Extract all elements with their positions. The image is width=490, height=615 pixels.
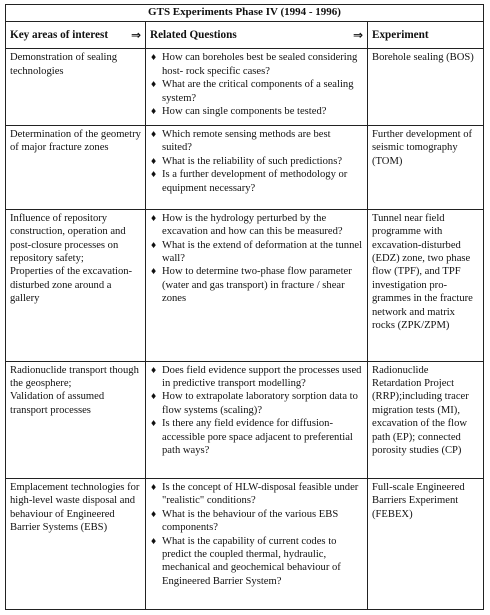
question-text: What are the critical components of a sealing system? (162, 79, 354, 104)
questions-cell (146, 478, 368, 609)
list-item (150, 417, 363, 457)
experiment-cell: Tunnel near field programme with excavation-disturbed (EDZ) zone, two phase flow (TPF), and TPF investigation pro-grammes in the fracture network and matrix rocks (ZPK/ZPM) (368, 209, 484, 361)
questions-cell (146, 49, 368, 125)
diamond-bullet-icon: ♦ (150, 392, 158, 402)
header-questions-label: Related Questions (150, 29, 237, 42)
questions-cell (146, 125, 368, 209)
list-item (150, 508, 363, 535)
diamond-bullet-icon: ♦ (150, 267, 158, 277)
question-text: Is a further development of methodology or equipment necessary? (162, 169, 348, 194)
table-row (6, 478, 484, 609)
area-text: Radionuclide transport though the geosphere; (10, 364, 139, 390)
question-text: How is the hydrology perturbed by the excavation and how can this be measured? (162, 212, 343, 238)
list-item (150, 481, 363, 508)
header-experiment: Experiment (368, 22, 484, 49)
area-text: Emplacement technologies for high-level waste disposal and behaviour of Engineered Barrier Systems (EBS) (10, 481, 140, 534)
area-text: Influence of repository construction, operation and post-closure processes on repository safety; (10, 212, 126, 264)
questions-cell (146, 361, 368, 478)
questions-cell (146, 209, 368, 361)
gts-experiments-table (5, 4, 484, 610)
area-cell (6, 361, 146, 478)
diamond-bullet-icon: ♦ (150, 240, 158, 250)
question-text: How can boreholes best be sealed considering host- rock specific cases? (162, 52, 358, 77)
question-text: What is the behaviour of the various EBS components? (162, 508, 339, 534)
list-item (150, 105, 363, 118)
question-text: What is the extend of deformation at the tunnel wall? (162, 239, 363, 264)
diamond-bullet-icon: ♦ (150, 80, 158, 90)
list-item (150, 128, 363, 155)
area-text: Validation of assumed transport processes (10, 391, 105, 416)
list-item (150, 78, 363, 105)
diamond-bullet-icon: ♦ (150, 365, 158, 375)
diamond-bullet-icon: ♦ (150, 107, 158, 117)
questions-list (150, 481, 363, 588)
list-item (150, 168, 363, 195)
question-text: Does field evidence support the processes used in predictive transport modelling? (162, 364, 362, 390)
list-item (150, 212, 363, 239)
experiment-cell: Borehole sealing (BOS) (368, 49, 484, 125)
question-text: How can single components be tested? (162, 106, 327, 118)
questions-list (150, 51, 363, 118)
list-item (150, 155, 363, 168)
title-row (6, 5, 484, 22)
table-row (6, 361, 484, 478)
diamond-bullet-icon: ♦ (150, 213, 158, 223)
area-text: Determination of the geometry of major fracture zones (10, 128, 141, 154)
diamond-bullet-icon: ♦ (150, 129, 158, 139)
area-cell (6, 49, 146, 125)
list-item (150, 265, 363, 305)
area-cell (6, 209, 146, 361)
question-text: Is the concept of HLW-disposal feasible under "realistic" conditions? (162, 481, 359, 507)
experiment-cell: Further development of seismic tomography (TOM) (368, 125, 484, 209)
header-areas (6, 22, 146, 49)
right-arrow-icon: ⇒ (130, 28, 141, 43)
area-cell (6, 125, 146, 209)
table-title: GTS Experiments Phase IV (1994 - 1996) (6, 5, 484, 22)
list-item (150, 390, 363, 417)
header-questions (146, 22, 368, 49)
diamond-bullet-icon: ♦ (150, 536, 158, 546)
list-item (150, 51, 363, 78)
experiment-cell: Radionuclide Retardation Project (RRP);including tracer migration tests (MI), excavation of the flow path (EP); connected porosity studies (CP) (368, 361, 484, 478)
diamond-bullet-icon: ♦ (150, 482, 158, 492)
question-text: How to determine two-phase flow parameter (water and gas transport) in fracture / shear zones (162, 266, 352, 305)
diamond-bullet-icon: ♦ (150, 419, 158, 429)
table-row (6, 49, 484, 125)
questions-list (150, 128, 363, 195)
diamond-bullet-icon: ♦ (150, 170, 158, 180)
experiment-cell: Full-scale Engineered Barriers Experiment (FEBEX) (368, 478, 484, 609)
question-text: How to extrapolate laboratory sorption data to flow systems (scaling)? (162, 391, 358, 416)
area-text: Properties of the excavation-disturbed zone around a gallery (10, 266, 133, 305)
area-cell (6, 478, 146, 609)
question-text: Is there any field evidence for diffusion-accessible pore space adjacent to preferential path ways? (162, 418, 353, 457)
list-item (150, 239, 363, 266)
header-areas-label: Key areas of interest (10, 29, 109, 42)
table-row (6, 125, 484, 209)
right-arrow-icon: ⇒ (352, 28, 363, 43)
area-text: Demonstration of sealing technologies (10, 52, 118, 77)
diamond-bullet-icon: ♦ (150, 509, 158, 519)
diamond-bullet-icon: ♦ (150, 53, 158, 63)
question-text: What is the capability of current codes to predict the coupled thermal, hydraulic, mechanical and geochemical behaviour of Engineered Barrier System? (162, 535, 341, 587)
list-item (150, 364, 363, 391)
list-item (150, 535, 363, 589)
question-text: What is the reliability of such predictions? (162, 155, 343, 167)
diamond-bullet-icon: ♦ (150, 156, 158, 166)
table-row (6, 209, 484, 361)
question-text: Which remote sensing methods are best suited? (162, 128, 331, 154)
questions-list (150, 364, 363, 458)
questions-list (150, 212, 363, 306)
header-row (6, 22, 484, 49)
